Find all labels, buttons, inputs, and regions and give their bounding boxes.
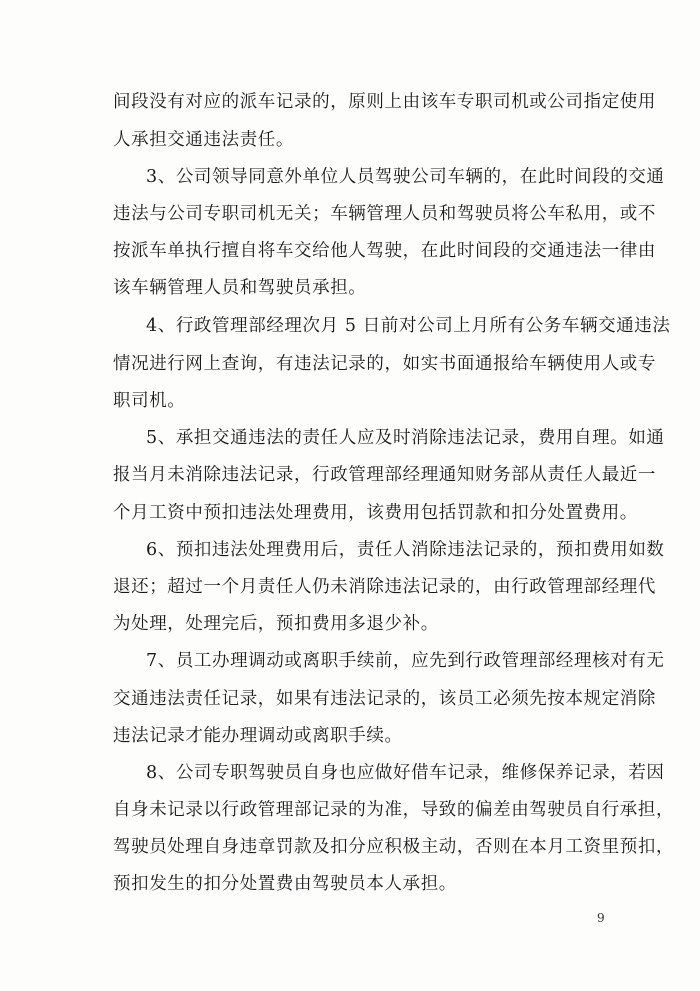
text-line: 按派车单执行擅自将车交给他人驾驶，在此时间段的交通违法一律由 xyxy=(113,241,656,261)
paragraph-7-line: 7、员工办理调动或离职手续前，应先到行政管理部经理核对有无 xyxy=(146,651,665,671)
text-line: 自身未记录以行政管理部记录的为准，导致的偏差由驾驶员自行承担， xyxy=(113,800,675,820)
text-line: 个月工资中预扣违法处理费用，该费用包括罚款和扣分处置费用。 xyxy=(113,503,638,523)
paragraph-4-line: 4、行政管理部经理次月 5 日前对公司上月所有公务车辆交通违法 xyxy=(146,316,671,336)
text-line: 情况进行网上查询，有违法记录的，如实书面通报给车辆使用人或专 xyxy=(113,354,656,374)
text-line: 驾驶员处理自身违章罚款及扣分应积极主动，否则在本月工资里预扣， xyxy=(113,837,675,857)
text-line: 交通违法责任记录，如果有违法记录的，该员工必须先按本规定消除 xyxy=(113,689,656,709)
paragraph-6-line: 6、预扣违法处理费用后，责任人消除违法记录的，预扣费用如数 xyxy=(146,540,665,560)
page-number: 9 xyxy=(597,911,605,925)
text-line: 报当月未消除违法记录，行政管理部经理通知财务部从责任人最近一 xyxy=(113,465,656,485)
text-line: 违法与公司专职司机无关；车辆管理人员和驾驶员将公车私用，或不 xyxy=(113,204,656,224)
text-line: 间段没有对应的派车记录的，原则上由该车专职司机或公司指定使用 xyxy=(113,92,656,112)
paragraph-3-line: 3、公司领导同意外单位人员驾驶公司车辆的，在此时间段的交通 xyxy=(146,167,665,187)
text-line: 人承担交通违法责任。 xyxy=(113,130,294,150)
paragraph-5-line: 5、承担交通违法的责任人应及时消除违法记录，费用自理。如通 xyxy=(146,428,665,448)
text-line: 退还；超过一个月责任人仍未消除违法记录的，由行政管理部经理代 xyxy=(113,577,656,597)
paragraph-8-line: 8、公司专职驾驶员自身也应做好借车记录，维修保养记录，若因 xyxy=(146,763,665,783)
text-line: 职司机。 xyxy=(113,391,186,411)
text-line: 预扣发生的扣分处置费由驾驶员本人承担。 xyxy=(113,874,457,894)
text-line: 该车辆管理人员和驾驶员承担。 xyxy=(113,278,367,298)
text-line: 违法记录才能办理调动或离职手续。 xyxy=(113,726,403,746)
text-line: 为处理，处理完后，预扣费用多退少补。 xyxy=(113,614,439,634)
